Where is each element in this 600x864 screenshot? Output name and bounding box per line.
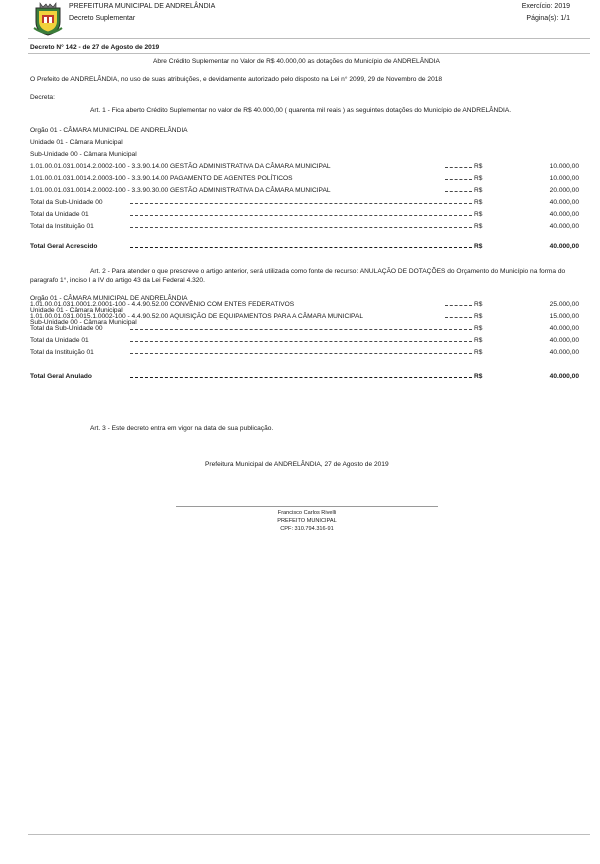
section2-total-currency: R$ (474, 349, 483, 356)
dotted-leader (130, 203, 472, 204)
section1-row-desc: 1.01.00.01.031.0014.2.0002-100 - 3.3.90.14.00 GESTÃO ADMINISTRATIVA DA CÂMARA MUNICIPAL (30, 163, 331, 170)
grand-total-annulled-label: Total Geral Anulado (30, 373, 92, 380)
signature-line (176, 506, 438, 507)
grand-total-annulled-value: 40.000,00 (549, 373, 579, 380)
signer-role: PREFEITO MUNICIPAL (277, 518, 337, 524)
section2-total-label: Total da Unidade 01 (30, 337, 89, 344)
section1-orgao: Orgão 01 - CÂMARA MUNICIPAL DE ANDRELÂNDIA (30, 127, 188, 134)
dotted-leader (130, 353, 472, 354)
dotted-leader (130, 341, 472, 342)
dotted-leader (130, 215, 472, 216)
section1-row-desc: 1.01.00.01.031.0014.2.0002-100 - 3.3.90.30.00 GESTÃO ADMINISTRATIVA DA CÂMARA MUNICIPAL (30, 187, 331, 194)
article-3: Art. 3 - Este decreto entra em vigor na data de sua publicação. (90, 425, 274, 432)
section1-total-value: 40.000,00 (549, 199, 579, 206)
section2-total-label: Total da Instituição 01 (30, 349, 94, 356)
section2-row-desc: 1.01.00.01.031.0015.1.0002-100 - 4.4.90.52.00 AQUISIÇÃO DE EQUIPAMENTOS PARA A CÂMARA MUNICIPAL (30, 313, 364, 320)
section2-row-currency: R$ (474, 301, 483, 308)
section2-row-value: 15.000,00 (549, 313, 579, 320)
dotted-leader (445, 191, 472, 192)
section1-subunidade: Sub-Unidade 00 - Câmara Municipal (30, 151, 137, 158)
place-and-date: Prefeitura Municipal de ANDRELÂNDIA, 27 de Agosto de 2019 (205, 461, 389, 468)
dotted-leader (445, 317, 472, 318)
section2-row-value: 25.000,00 (549, 301, 579, 308)
footer-divider (28, 834, 590, 835)
grand-total-added-value: 40.000,00 (549, 243, 579, 250)
section2-row-desc: 1.01.00.01.031.0001.2.0001-100 - 4.4.90.52.00 CONVÊNIO COM ENTES FEDERATIVOS (30, 301, 295, 308)
section2-total-value: 40.000,00 (549, 337, 579, 344)
section2-total-value: 40.000,00 (549, 349, 579, 356)
section1-row-desc: 1.01.00.01.031.0014.2.0003-100 - 3.3.90.14.00 PAGAMENTO DE AGENTES POLÍTICOS (30, 175, 293, 182)
section1-total-label: Total da Instituição 01 (30, 223, 94, 230)
section1-total-currency: R$ (474, 211, 483, 218)
dotted-leader (445, 179, 472, 180)
dotted-leader (445, 167, 472, 168)
section1-unidade: Unidade 01 - Câmara Municipal (30, 139, 123, 146)
section1-total-currency: R$ (474, 199, 483, 206)
municipal-crest-logo (33, 2, 63, 36)
section1-row-value: 10.000,00 (549, 175, 579, 182)
section2-total-label: Total da Sub-Unidade 00 (30, 325, 103, 332)
article-2: Art. 2 - Para atender o que prescreve o artigo anterior, será utilizada como fonte de recurso: ANULAÇÃO DE DOTAÇÕES do Orçamento do Município na forma do paragrafo 1°, inciso I a IV do artigo 43 da Lei Federal 4.320. (30, 268, 566, 284)
article-1: Art. 1 - Fica aberto Crédito Suplementar no valor de R$ 40.000,00 ( quarenta mil reais ) as seguintes dotações do Município de ANDRELÂNDIA. (90, 107, 512, 114)
dotted-leader (130, 377, 472, 378)
section2-orgao: Orgão 01 - CÂMARA MUNICIPAL DE ANDRELÂNDIA (30, 295, 188, 302)
section2-row-currency: R$ (474, 313, 483, 320)
decree-preamble: O Prefeito de ANDRELÂNDIA, no uso de suas atribuições, e devidamente autorizado pelo disposto na Lei n° 2099, 29 de Novembro de 2018 (30, 76, 443, 83)
signer-cpf: CPF: 310.794.316-91 (280, 526, 334, 532)
dotted-leader (130, 247, 472, 248)
section1-row-currency: R$ (474, 175, 483, 182)
section1-row-currency: R$ (474, 163, 483, 170)
decree-summary: Abre Crédito Suplementar no Valor de R$ 40.000,00 as dotações do Município de ANDRELÂNDIA (153, 58, 440, 65)
section2-total-currency: R$ (474, 337, 483, 344)
grand-total-added-label: Total Geral Acrescido (30, 243, 98, 250)
signer-name: Francisco Carlos Rivelli (277, 510, 337, 516)
header-divider (28, 38, 590, 39)
exercise-year: Exercício: 2019 (521, 3, 570, 10)
section1-row-value: 20.000,00 (549, 187, 579, 194)
section1-row-currency: R$ (474, 187, 483, 194)
section2-subunidade: Sub-Unidade 00 - Câmara Municipal (30, 319, 137, 326)
dotted-leader (445, 305, 472, 306)
document-type: Decreto Suplementar (69, 15, 136, 22)
section1-total-label: Total da Unidade 01 (30, 211, 89, 218)
section2-total-currency: R$ (474, 325, 483, 332)
section2-unidade: Unidade 01 - Câmara Municipal (30, 307, 123, 314)
organization-name: PREFEITURA MUNICIPAL DE ANDRELÂNDIA (69, 3, 216, 10)
section1-total-value: 40.000,00 (549, 223, 579, 230)
title-divider (28, 53, 590, 54)
dotted-leader (130, 329, 472, 330)
section1-total-currency: R$ (474, 223, 483, 230)
section1-row-value: 10.000,00 (549, 163, 579, 170)
decree-title: Decreto N° 142 - de 27 de Agosto de 2019 (30, 44, 160, 51)
dotted-leader (130, 227, 472, 228)
section1-total-label: Total da Sub-Unidade 00 (30, 199, 103, 206)
grand-total-annulled-currency: R$ (474, 373, 483, 380)
section1-total-value: 40.000,00 (549, 211, 579, 218)
page-count: Página(s): 1/1 (526, 15, 570, 22)
grand-total-added-currency: R$ (474, 243, 483, 250)
section2-total-value: 40.000,00 (549, 325, 579, 332)
decreta-label: Decreta: (30, 94, 55, 101)
